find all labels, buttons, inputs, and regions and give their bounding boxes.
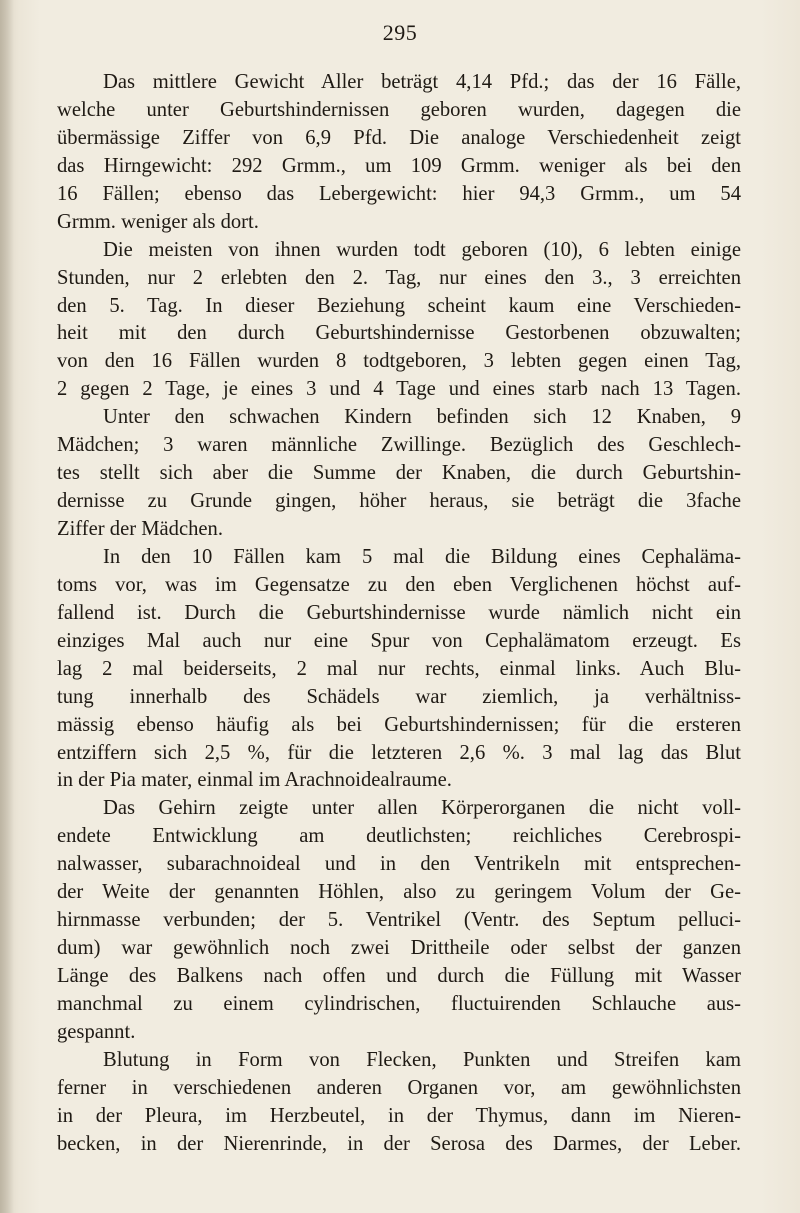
text-line: in der Pleura, im Herzbeutel, in der Thymus, dann im Nieren- [57, 1104, 741, 1127]
text-line: toms vor, was im Gegensatze zu den eben Verglichenen höchst auf- [57, 573, 741, 596]
text-line: dernisse zu Grunde gingen, höher heraus, sie beträgt die 3fache [57, 490, 741, 513]
text-line: hirnmasse verbunden; der 5. Ventrikel (Ventr. des Septum pelluci- [57, 909, 741, 932]
text-line: Unter den schwachen Kindern befinden sich 12 Knaben, 9 [103, 406, 741, 429]
text-line: lag 2 mal beiderseits, 2 mal nur rechts, einmal links. Auch Blu- [57, 657, 741, 680]
text-line: gespannt. [57, 1020, 136, 1043]
text-line: Länge des Balkens nach offen und durch die Füllung mit Wasser [57, 965, 741, 987]
text-line: endete Entwicklung am deutlichsten; reichliches Cerebrospi- [57, 825, 741, 848]
text-line: Blutung in Form von Flecken, Punkten und Streifen kam [103, 1048, 741, 1071]
text-line: in der Pia mater, einmal im Arachnoidealraume. [57, 769, 452, 792]
text-line: das Hirngewicht: 292 Grmm., um 109 Grmm. weniger als bei den [57, 154, 741, 177]
text-line: Grmm. weniger als dort. [57, 210, 259, 233]
text-line: tes stellt sich aber die Summe der Knaben, die durch Geburtshin- [57, 462, 741, 485]
text-line: welche unter Geburtshindernissen geboren wurden, dagegen die [57, 98, 741, 121]
text-line: fallend ist. Durch die Geburtshindernisse wurde nämlich nicht ein [57, 601, 741, 624]
text-line: 16 Fällen; ebenso das Lebergewicht: hier 94,3 Grmm., um 54 [57, 182, 741, 205]
text-line: der Weite der genannten Höhlen, also zu geringem Volum der Ge- [57, 881, 741, 904]
text-line: Die meisten von ihnen wurden todt geboren (10), 6 lebten einige [103, 238, 741, 261]
text-line: 2 gegen 2 Tage, je eines 3 und 4 Tage und eines starb nach 13 Tagen. [57, 378, 741, 401]
text-line: den 5. Tag. In dieser Beziehung scheint kaum eine Verschieden- [57, 294, 741, 317]
text-line: Ziffer der Mädchen. [57, 518, 224, 540]
text-line: tung innerhalb des Schädels war ziemlich, ja verhältniss- [57, 685, 741, 708]
text-line: übermässige Ziffer von 6,9 Pfd. Die analoge Verschiedenheit zeigt [57, 126, 741, 149]
text-line: Das mittlere Gewicht Aller beträgt 4,14 Pfd.; das der 16 Fälle, [103, 71, 741, 93]
body-text [57, 69, 741, 1159]
text-line: einziges Mal auch nur eine Spur von Cephalämatom erzeugt. Es [57, 629, 741, 652]
text-line: In den 10 Fällen kam 5 mal die Bildung eines Cephaläma- [103, 545, 741, 568]
text-line: entziffern sich 2,5 %, für die letzteren 2,6 %. 3 mal lag das Blut [57, 741, 741, 764]
text-line: nalwasser, subarachnoideal und in den Ventrikeln mit entsprechen- [57, 853, 741, 876]
page-number: 295 [382, 20, 418, 45]
text-line: mässig ebenso häufig als bei Geburtshindernissen; für die ersteren [57, 713, 741, 736]
text-line: Das Gehirn zeigte unter allen Körperorganen die nicht voll- [103, 797, 741, 820]
text-line: Stunden, nur 2 erlebten den 2. Tag, nur eines den 3., 3 erreichten [57, 266, 741, 289]
text-line: dum) war gewöhnlich noch zwei Drittheile oder selbst der ganzen [57, 937, 741, 960]
text-line: heit mit den durch Geburtshindernisse Gestorbenen obzuwalten; [57, 322, 741, 345]
text-line: Mädchen; 3 waren männliche Zwillinge. Bezüglich des Geschlech- [57, 434, 741, 457]
text-line: manchmal zu einem cylindrischen, fluctuirenden Schlauche aus- [57, 992, 741, 1015]
text-line: becken, in der Nierenrinde, in der Serosa des Darmes, der Leber. [57, 1132, 741, 1155]
gutter-shadow [0, 0, 14, 1213]
text-line: ferner in verschiedenen anderen Organen vor, am gewöhnlichsten [57, 1076, 741, 1099]
text-line: von den 16 Fällen wurden 8 todtgeboren, 3 lebten gegen einen Tag, [57, 350, 741, 373]
